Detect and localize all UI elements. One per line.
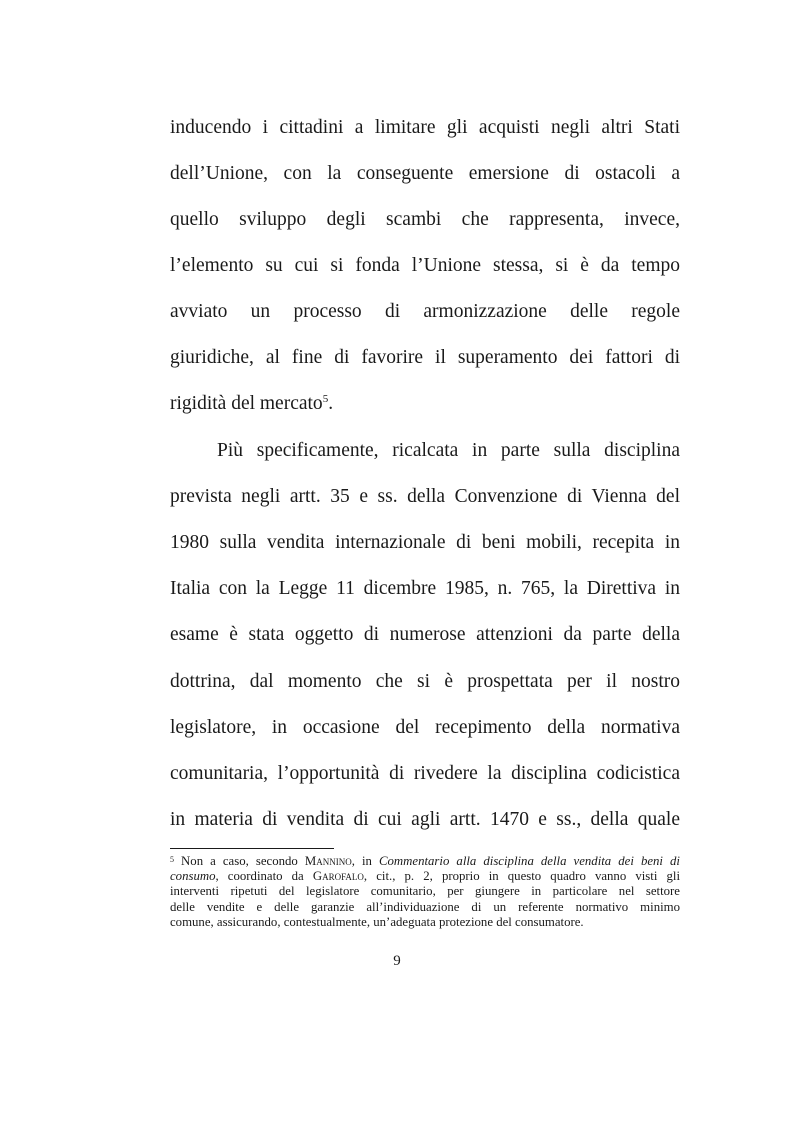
footnote-line: consumo, coordinato da Garofalo, cit., p. 2, proprio in questo quadro vanno visti gli <box>170 869 680 883</box>
body-line: dell’Unione, con la conseguente emersione di ostacoli a <box>170 163 680 184</box>
body-line: avviato un processo di armonizzazione delle regole <box>170 301 680 322</box>
body-line: giuridiche, al fine di favorire il superamento dei fattori di <box>170 347 680 368</box>
footnote-ref: 5 <box>322 393 329 405</box>
page-number: 9 <box>393 953 401 969</box>
footnote-line: interventi ripetuti del legislatore comunitario, per giungere in particolare nel settore <box>170 884 680 898</box>
body-line <box>170 392 680 416</box>
body-line: inducendo i cittadini a limitare gli acquisti negli altri Stati <box>170 117 680 138</box>
footnote-line: delle vendite e delle garanzie all’individuazione di un referente normativo minimo <box>170 900 680 914</box>
body-line: esame è stata oggetto di numerose attenzioni da parte della <box>170 624 680 645</box>
footnote-number: 5 <box>170 855 174 864</box>
body-line: prevista negli artt. 35 e ss. della Convenzione di Vienna del <box>170 486 680 507</box>
author-name: Garofalo <box>312 869 364 883</box>
body-line-text: rigidità del mercato <box>170 393 323 414</box>
body-line-end: . <box>328 393 334 414</box>
footnote-line: $^5$ Non a caso, secondo Mannino, in Commentario alla disciplina della vendita dei beni di <box>170 854 680 868</box>
body-line: legislatore, in occasione del recepimento della normativa <box>170 717 680 738</box>
body-line: comunitaria, l’opportunità di rivedere la disciplina codicistica <box>170 763 680 784</box>
work-title: Commentario alla disciplina della vendita dei beni di <box>378 854 680 868</box>
body-line: Italia con la Legge 11 dicembre 1985, n. 765, la Direttiva in <box>170 578 680 599</box>
body-line: l’elemento su cui si fonda l’Unione stessa, si è da tempo <box>170 255 680 276</box>
body-line: dottrina, dal momento che si è prospettata per il nostro <box>170 671 680 692</box>
body-line: quello sviluppo degli scambi che rappresenta, invece, <box>170 209 680 230</box>
footnote-line: comune, assicurando, contestualmente, un’adeguata protezione del consumatore. <box>170 915 584 929</box>
body-line: Più specificamente, ricalcata in parte sulla disciplina <box>217 440 680 461</box>
work-title: consumo <box>170 869 216 883</box>
body-line: 1980 sulla vendita internazionale di beni mobili, recepita in <box>170 532 680 553</box>
footnote-separator <box>170 848 334 849</box>
body-line: in materia di vendita di cui agli artt. 1470 e ss., della quale <box>170 809 680 830</box>
author-name: Mannino <box>304 854 352 868</box>
